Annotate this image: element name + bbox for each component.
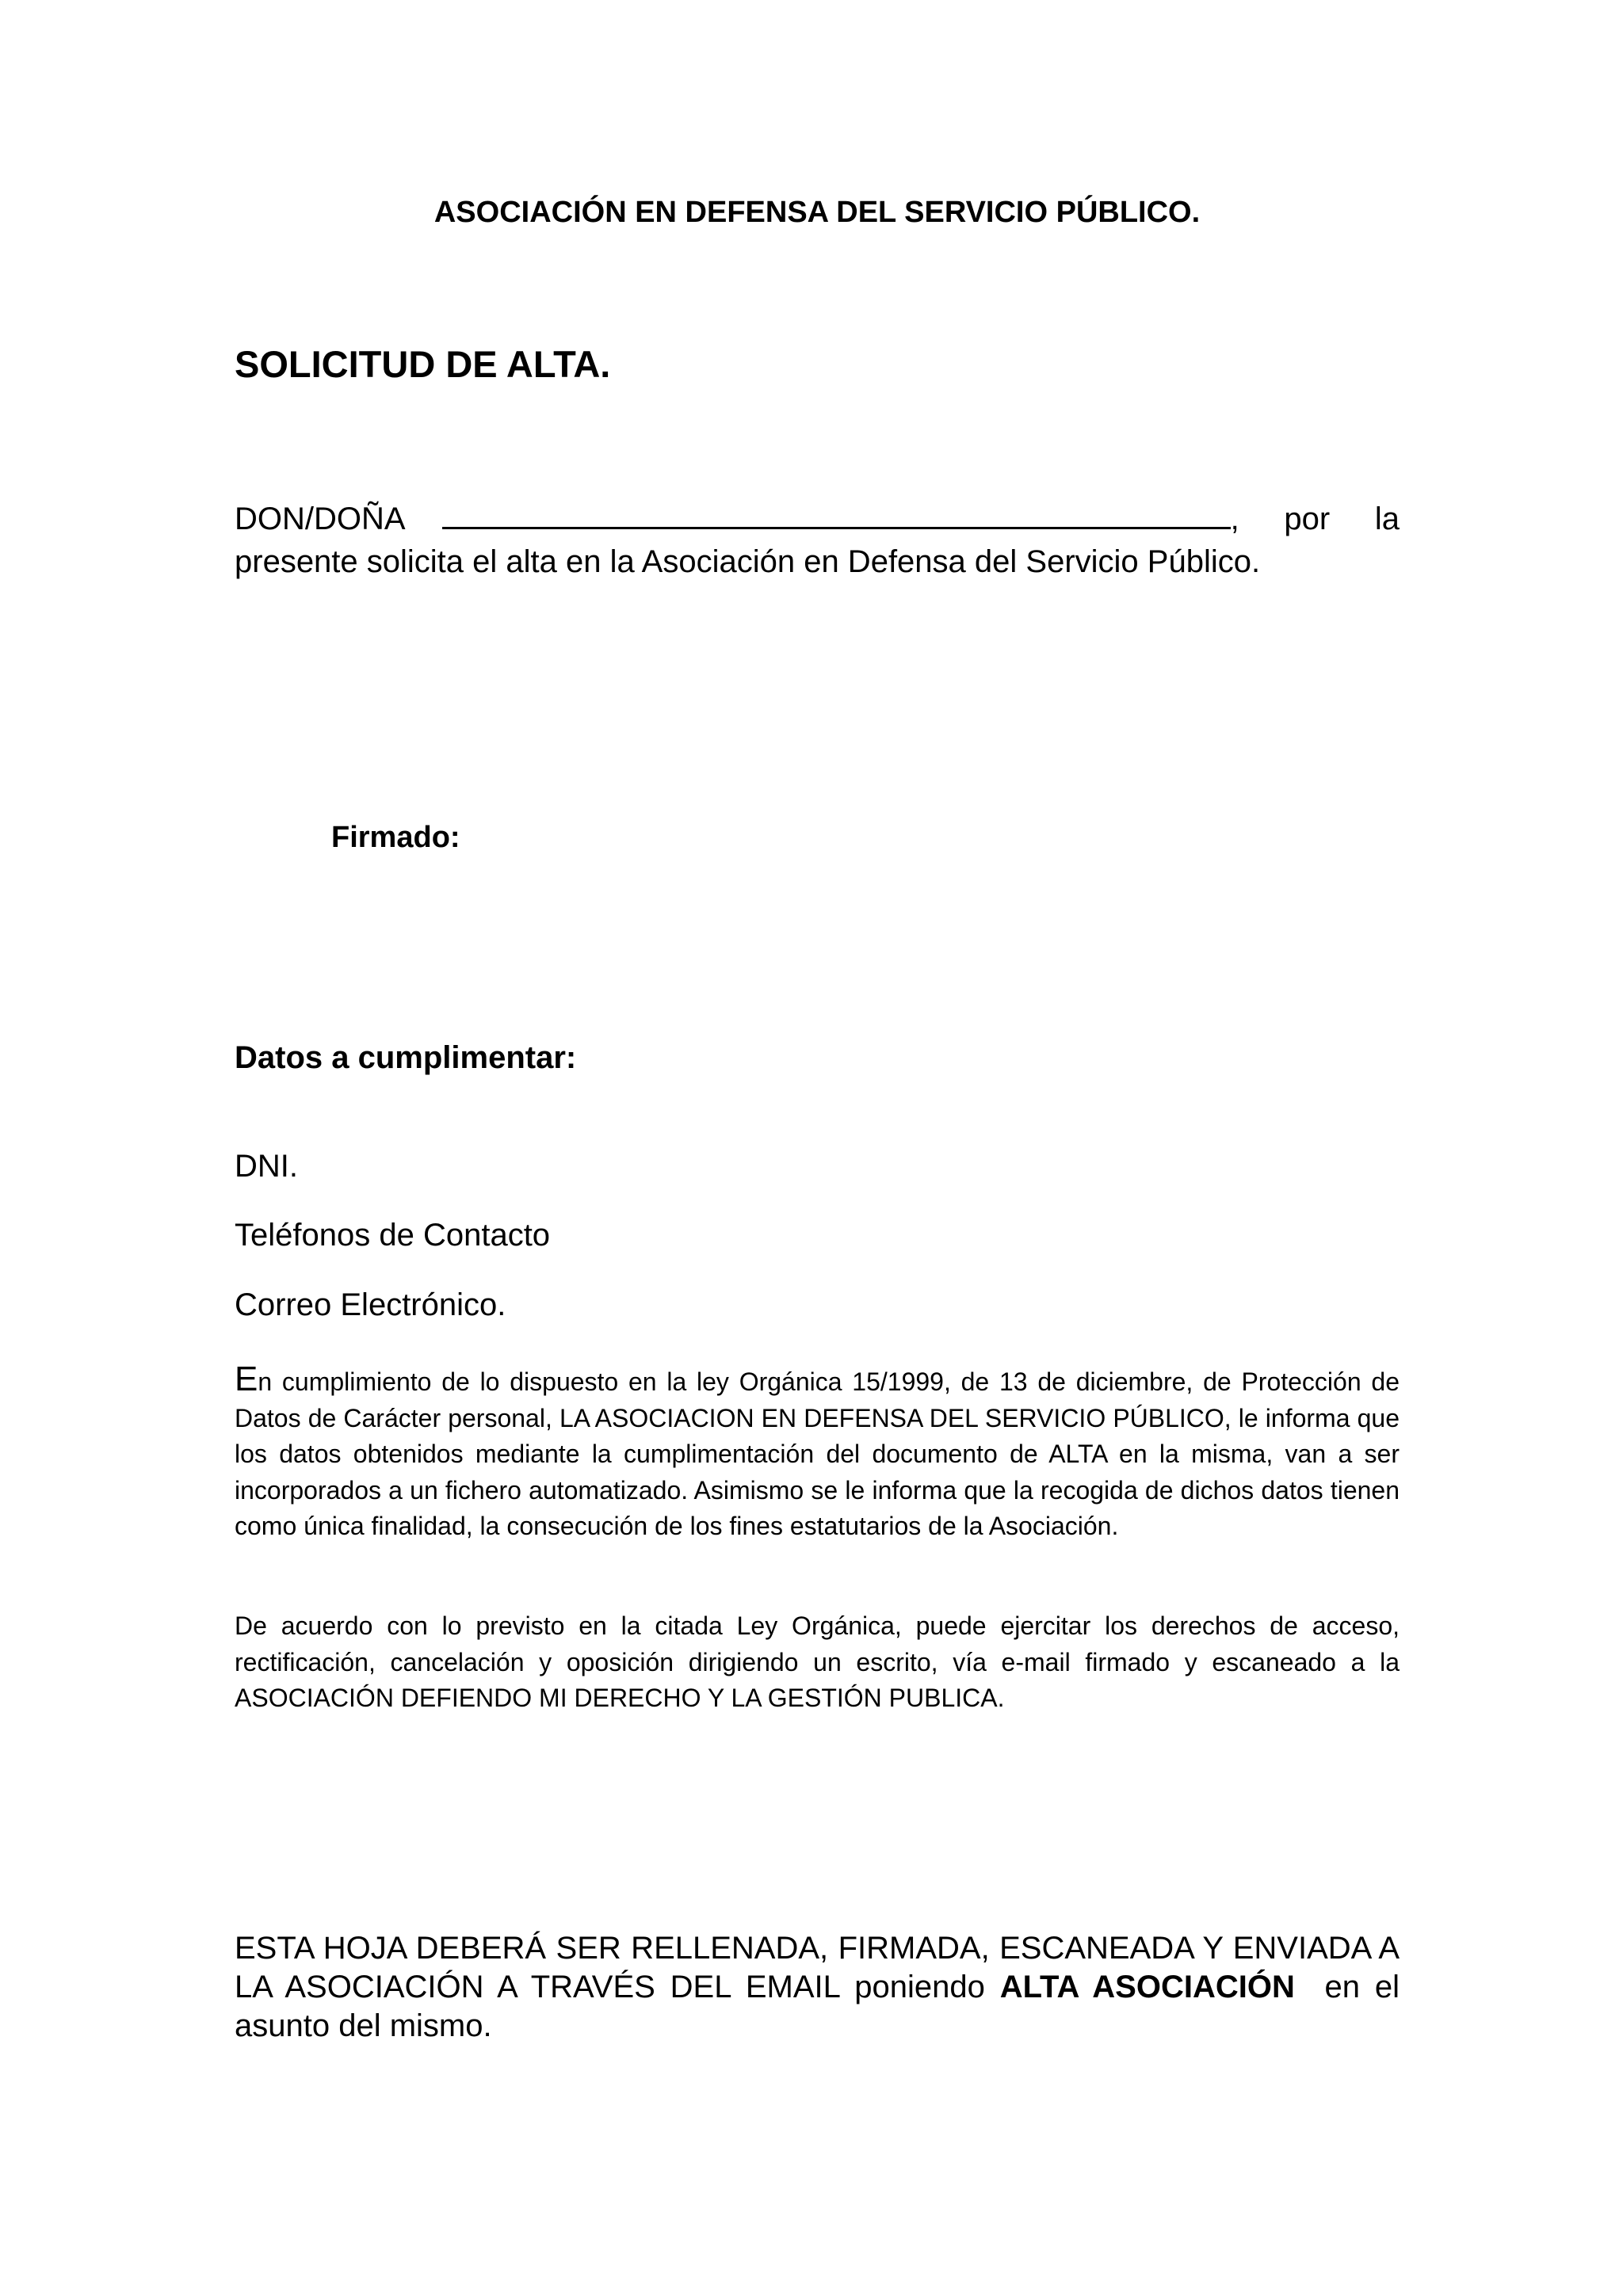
- organization-title: ASOCIACIÓN EN DEFENSA DEL SERVICIO PÚBLICO.: [433, 196, 1201, 229]
- intro-first-line: [235, 495, 1400, 540]
- signed-label: Firmado:: [331, 821, 460, 854]
- fields-heading: Datos a cumplimentar:: [235, 1040, 577, 1075]
- closing-bold-subject: ALTA ASOCIACIÓN: [999, 1970, 1295, 2004]
- data-protection-paragraph: [235, 1361, 1400, 1545]
- intro-continuation: presente solicita el alta en la Asociación en Defensa del Servicio Público.: [235, 544, 1261, 579]
- data-protection-text: n cumplimiento de lo dispuesto en la ley Orgánica 15/1999, de 13 de diciembre, de Protección de Datos de Carácter personal, LA ASOCIACION EN DEFENSA DEL SERVICIO PÚBLICO, le informa que los datos obtenidos mediante la cumplimentación del documento de ALTA en la misma, van a ser incorporados a un fichero automatizado. Asimismo se le informa que la recogida de dichos datos tienen como única finalidad, la consecución de los fines estatutarios de la Asociación.: [235, 1367, 1400, 1540]
- initial-letter: E: [235, 1360, 258, 1398]
- name-blank-line: [442, 495, 1231, 529]
- field-contact-phones: Teléfonos de Contacto: [235, 1218, 551, 1253]
- closing-text-after: en el asunto del mismo.: [235, 1970, 1409, 2043]
- intro-word: ,: [1230, 502, 1239, 536]
- closing-text-before: ESTA HOJA DEBERÁ SER RELLENADA, FIRMADA, ESCANEADA Y ENVIADA A LA ASOCIACIÓN A TRAVÉS DEL EMAIL poniendo: [235, 1931, 1400, 2004]
- field-dni: DNI.: [235, 1149, 298, 1184]
- closing-instructions: [235, 1929, 1409, 2046]
- intro-paragraph: [235, 495, 1400, 583]
- rights-paragraph: De acuerdo con lo previsto en la citada Ley Orgánica, puede ejercitar los derechos de acceso, rectificación, cancelación y oposición dirigiendo un escrito, vía e-mail firmado y escaneado a la ASOCIACIÓN DEFIENDO MI DERECHO Y LA GESTIÓN PUBLICA.: [235, 1611, 1400, 1712]
- intro-word: por: [1284, 502, 1331, 536]
- intro-word: la: [1374, 502, 1400, 536]
- document-title: SOLICITUD DE ALTA.: [235, 343, 611, 385]
- intro-prefix: DON/DOÑA: [235, 502, 406, 536]
- field-email: Correo Electrónico.: [235, 1287, 506, 1322]
- intro-after-blank: [1231, 498, 1400, 540]
